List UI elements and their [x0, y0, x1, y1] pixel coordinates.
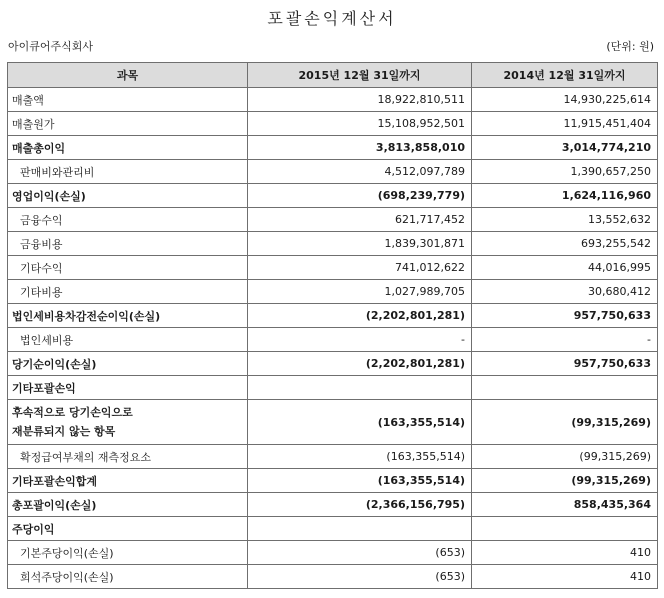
- prior-year-value: 14,930,225,614: [472, 88, 658, 112]
- account-column-header: 과목: [8, 63, 248, 88]
- current-year-value: 18,922,810,511: [248, 88, 472, 112]
- current-year-value: (2,366,156,795): [248, 493, 472, 517]
- current-year-value: 3,813,858,010: [248, 136, 472, 160]
- row-label: 당기순이익(손실): [8, 352, 248, 376]
- table-row: [8, 232, 658, 256]
- prior-year-value: 30,680,412: [472, 280, 658, 304]
- statement-title: 포괄손익계산서: [267, 9, 397, 28]
- table-body: [8, 88, 658, 589]
- row-label: 매출원가: [8, 112, 248, 136]
- current-year-value: (163,355,514): [248, 400, 472, 445]
- prior-year-value: -: [472, 328, 658, 352]
- table-row: [8, 493, 658, 517]
- table-row: [8, 136, 658, 160]
- row-label: 기타비용: [8, 280, 248, 304]
- row-label: 후속적으로 당기손익으로 재분류되지 않는 항목: [8, 400, 248, 445]
- table-row: [8, 112, 658, 136]
- prior-year-value: (99,315,269): [472, 445, 658, 469]
- table-row: [8, 445, 658, 469]
- current-year-value: -: [248, 328, 472, 352]
- prior-year-value: 44,016,995: [472, 256, 658, 280]
- row-label: 판매비와관리비: [8, 160, 248, 184]
- current-year-value: [248, 517, 472, 541]
- current-year-value: 1,839,301,871: [248, 232, 472, 256]
- row-label: 영업이익(손실): [8, 184, 248, 208]
- row-label: 금융수익: [8, 208, 248, 232]
- prior-year-value: (99,315,269): [472, 400, 658, 445]
- row-label: 법인세비용: [8, 328, 248, 352]
- row-label: 기타수익: [8, 256, 248, 280]
- table-row: [8, 400, 658, 445]
- row-label: 금융비용: [8, 232, 248, 256]
- row-label: 매출총이익: [8, 136, 248, 160]
- table-header-row: [8, 63, 658, 88]
- row-label: 기타포괄손익: [8, 376, 248, 400]
- current-year-value: (163,355,514): [248, 469, 472, 493]
- table-row: [8, 304, 658, 328]
- current-year-value: 741,012,622: [248, 256, 472, 280]
- table-row: [8, 517, 658, 541]
- table-row: [8, 88, 658, 112]
- prior-year-value: 1,624,116,960: [472, 184, 658, 208]
- prior-year-column-header: 2014년 12월 31일까지: [472, 63, 658, 88]
- current-year-column-header: 2015년 12월 31일까지: [248, 63, 472, 88]
- prior-year-value: 3,014,774,210: [472, 136, 658, 160]
- prior-year-value: (99,315,269): [472, 469, 658, 493]
- table-row: [8, 469, 658, 493]
- current-year-value: (653): [248, 565, 472, 589]
- table-row: [8, 208, 658, 232]
- row-label: 희석주당이익(손실): [8, 565, 248, 589]
- current-year-value: 4,512,097,789: [248, 160, 472, 184]
- company-name: 아이큐어주식회사: [8, 40, 94, 53]
- table-row: [8, 328, 658, 352]
- table-row: [8, 280, 658, 304]
- table-row: [8, 376, 658, 400]
- row-label: 총포괄이익(손실): [8, 493, 248, 517]
- table-row: [8, 184, 658, 208]
- prior-year-value: 957,750,633: [472, 304, 658, 328]
- row-label: 확정급여부채의 재측정요소: [8, 445, 248, 469]
- current-year-value: [248, 376, 472, 400]
- income-statement-table: [7, 62, 658, 589]
- row-label: 기타포괄손익합계: [8, 469, 248, 493]
- current-year-value: 15,108,952,501: [248, 112, 472, 136]
- current-year-value: (2,202,801,281): [248, 352, 472, 376]
- current-year-value: (698,239,779): [248, 184, 472, 208]
- prior-year-value: 13,552,632: [472, 208, 658, 232]
- current-year-value: (653): [248, 541, 472, 565]
- currency-unit: (단위: 원): [606, 40, 654, 53]
- prior-year-value: 858,435,364: [472, 493, 658, 517]
- table-row: [8, 160, 658, 184]
- table-row: [8, 352, 658, 376]
- row-label: 주당이익: [8, 517, 248, 541]
- row-label: 기본주당이익(손실): [8, 541, 248, 565]
- row-label: 법인세비용차감전순이익(손실): [8, 304, 248, 328]
- prior-year-value: 1,390,657,250: [472, 160, 658, 184]
- row-label: 매출액: [8, 88, 248, 112]
- current-year-value: (163,355,514): [248, 445, 472, 469]
- current-year-value: (2,202,801,281): [248, 304, 472, 328]
- table-row: [8, 541, 658, 565]
- prior-year-value: 957,750,633: [472, 352, 658, 376]
- table-row: [8, 256, 658, 280]
- prior-year-value: 693,255,542: [472, 232, 658, 256]
- current-year-value: 1,027,989,705: [248, 280, 472, 304]
- current-year-value: 621,717,452: [248, 208, 472, 232]
- table-row: [8, 565, 658, 589]
- prior-year-value: 410: [472, 541, 658, 565]
- prior-year-value: [472, 517, 658, 541]
- prior-year-value: 410: [472, 565, 658, 589]
- prior-year-value: [472, 376, 658, 400]
- prior-year-value: 11,915,451,404: [472, 112, 658, 136]
